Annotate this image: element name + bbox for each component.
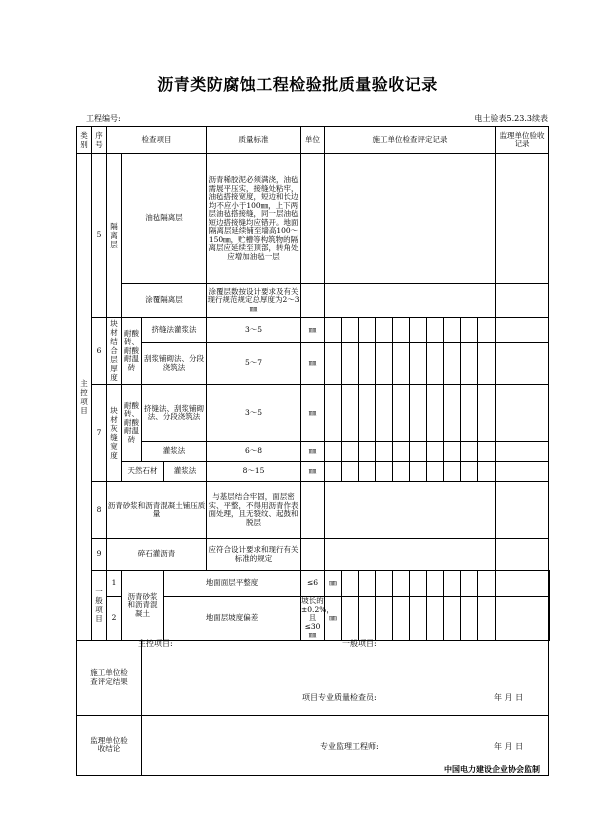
general-items-result-label: 一般项目: bbox=[342, 639, 377, 648]
row-construction-result bbox=[77, 640, 550, 715]
seq-7: 7 bbox=[92, 385, 107, 482]
row-8 bbox=[77, 482, 550, 539]
item-gravel-asphalt: 碎石灌沥青 bbox=[107, 539, 207, 571]
supervision-cell[interactable] bbox=[549, 571, 550, 597]
item-slope-deviation: 地面层坡度偏差 bbox=[164, 597, 301, 641]
check-cell[interactable] bbox=[444, 597, 461, 641]
check-cell[interactable] bbox=[427, 385, 444, 442]
unit-cell bbox=[301, 284, 325, 318]
check-cell[interactable] bbox=[342, 571, 359, 597]
supervision-cell[interactable] bbox=[496, 442, 549, 462]
check-cell[interactable] bbox=[427, 442, 444, 462]
seq-9: 9 bbox=[92, 539, 107, 571]
unit-cell bbox=[301, 539, 325, 571]
item-coated-isolation: 涂覆隔离层 bbox=[122, 284, 207, 318]
check-cell[interactable] bbox=[342, 442, 359, 462]
check-cell[interactable] bbox=[478, 597, 496, 641]
check-cell[interactable] bbox=[376, 462, 393, 482]
std-value: 3～5 bbox=[207, 385, 301, 442]
header-supervision-record: 监理单位验收记录 bbox=[496, 127, 549, 154]
supervision-cell[interactable] bbox=[496, 539, 549, 571]
unit-mm: ㎜ bbox=[301, 343, 325, 385]
row-6-a bbox=[77, 318, 550, 343]
material-acid-brick: 耐酸砖、耐酸耐温砖 bbox=[122, 318, 142, 385]
header-standard: 质量标准 bbox=[207, 127, 301, 154]
supervision-cell[interactable] bbox=[496, 284, 549, 318]
check-cell[interactable] bbox=[359, 318, 376, 343]
check-cell[interactable] bbox=[478, 343, 496, 385]
check-cell[interactable] bbox=[410, 442, 427, 462]
check-cell[interactable] bbox=[427, 571, 444, 597]
unit-mm: ㎜ bbox=[301, 442, 325, 462]
check-cell[interactable] bbox=[359, 571, 376, 597]
check-cell[interactable] bbox=[427, 597, 444, 641]
footer-issuer: 中国电力建设企业协会监制 bbox=[444, 764, 540, 774]
unit-mm: ㎜ bbox=[301, 385, 325, 442]
check-cell[interactable] bbox=[410, 385, 427, 442]
supervision-cell[interactable] bbox=[496, 385, 549, 442]
supervision-conclusion-label: 监理单位验收结论 bbox=[77, 715, 142, 775]
check-cell[interactable] bbox=[410, 462, 427, 482]
check-cell[interactable] bbox=[359, 385, 376, 442]
supervision-cell[interactable] bbox=[549, 597, 550, 641]
check-cell[interactable] bbox=[359, 442, 376, 462]
check-cell[interactable] bbox=[393, 442, 410, 462]
general-items-label: 一般项目 bbox=[92, 571, 107, 641]
check-cell[interactable] bbox=[496, 597, 549, 641]
check-cell[interactable] bbox=[444, 385, 461, 442]
header-category: 类别 bbox=[77, 127, 92, 154]
check-cell[interactable] bbox=[325, 385, 342, 442]
seq-5: 5 bbox=[92, 154, 107, 318]
check-cell[interactable] bbox=[376, 385, 393, 442]
method-squeeze-scrape-segment: 挤缝法、刮浆铺砌法、分段浇筑法 bbox=[142, 385, 207, 442]
seq-g2: 2 bbox=[107, 597, 122, 641]
check-cell[interactable] bbox=[393, 462, 410, 482]
construction-result-label: 施工单位检查评定结果 bbox=[77, 640, 142, 715]
header-seq: 序号 bbox=[92, 127, 107, 154]
check-cell[interactable] bbox=[342, 385, 359, 442]
row-5-coated bbox=[77, 284, 550, 318]
group-bond-thickness: 块材结合层厚度 bbox=[107, 318, 122, 385]
check-cell[interactable] bbox=[325, 462, 342, 482]
std-coated-isolation: 涂覆层数按设计要求及有关现行规范规定总厚度为2～3㎜ bbox=[207, 284, 301, 318]
supervision-date: 年 月 日 bbox=[494, 742, 524, 751]
method-scrape-segment: 刮浆铺砌法、分段浇筑法 bbox=[142, 343, 207, 385]
std-asphalt-mortar-quality: 与基层结合牢固，面层密实、平整，不得用沥青作表面处理，且无裂纹、起鼓和脱层 bbox=[207, 482, 301, 539]
check-cell[interactable] bbox=[410, 597, 427, 641]
check-cell[interactable] bbox=[359, 597, 376, 641]
check-cell[interactable] bbox=[359, 343, 376, 385]
supervision-cell[interactable] bbox=[496, 343, 549, 385]
group-asphalt-mortar-concrete: 沥青砂浆和沥青混凝土 bbox=[122, 571, 164, 641]
std-felt-isolation: 沥青稀胶泥必须满浇，油毡需展平压实，接缝处粘牢，油毡搭接宽度，短边和长边均不应小于100㎜，上下两层油毡搭接缝，同一层油毡短边搭接缝均应错开。地面隔离层延续铺至墙高100～150㎜，贮槽等构筑物的隔离层应延续至顶部，转角处应增加油毡一层 bbox=[207, 154, 301, 284]
check-cell[interactable] bbox=[444, 318, 461, 343]
std-gravel-asphalt: 应符合设计要求和现行有关标准的规定 bbox=[207, 539, 301, 571]
std-flatness: ≤6 bbox=[301, 571, 325, 597]
check-cell[interactable] bbox=[393, 385, 410, 442]
unit-mm: ㎜ bbox=[301, 462, 325, 482]
check-cell[interactable] bbox=[376, 597, 393, 641]
header-row bbox=[77, 127, 550, 154]
header-item: 检查项目 bbox=[107, 127, 207, 154]
unit-mm: ㎜ bbox=[301, 318, 325, 343]
check-cell[interactable] bbox=[444, 462, 461, 482]
project-no-label: 工程编号: bbox=[86, 114, 121, 123]
check-cell[interactable] bbox=[478, 442, 496, 462]
method-grout: 灌浆法 bbox=[164, 462, 207, 482]
material-acid-brick: 耐酸砖、耐酸耐温砖 bbox=[122, 385, 142, 462]
check-cell[interactable] bbox=[325, 318, 342, 343]
check-cell[interactable] bbox=[461, 318, 478, 343]
header-unit: 单位 bbox=[301, 127, 325, 154]
check-cell[interactable] bbox=[410, 343, 427, 385]
form-code: 电土验表5.23.3续表 bbox=[474, 114, 548, 123]
group-isolation-layer: 隔离层 bbox=[107, 154, 122, 318]
supervision-cell[interactable] bbox=[496, 482, 549, 539]
header-construction-record: 施工单位检查评定记录 bbox=[325, 127, 496, 154]
row-general-1 bbox=[77, 571, 550, 597]
row-7-c bbox=[77, 462, 550, 482]
check-cell[interactable] bbox=[376, 318, 393, 343]
construction-date: 年 月 日 bbox=[494, 693, 524, 702]
unit-cell bbox=[301, 482, 325, 539]
supervision-cell[interactable] bbox=[496, 462, 549, 482]
std-slope: 坡长的±0.2%，且≤30㎜ bbox=[301, 596, 334, 639]
unit-cell bbox=[301, 154, 325, 284]
seq-8: 8 bbox=[92, 482, 107, 539]
check-cell[interactable] bbox=[342, 318, 359, 343]
check-cell[interactable] bbox=[461, 597, 478, 641]
check-cell[interactable] bbox=[461, 385, 478, 442]
quality-inspector-label: 项目专业质量检查员: bbox=[302, 693, 377, 702]
check-cell[interactable] bbox=[342, 597, 359, 641]
unit-mm: ㎜ bbox=[325, 571, 342, 597]
check-cell[interactable] bbox=[427, 462, 444, 482]
check-cell[interactable] bbox=[376, 442, 393, 462]
check-cell[interactable] bbox=[444, 571, 461, 597]
check-cell[interactable] bbox=[393, 343, 410, 385]
check-cell[interactable] bbox=[478, 318, 496, 343]
group-joint-width: 块材灰缝宽度 bbox=[107, 385, 122, 482]
row-7-b bbox=[77, 442, 550, 462]
check-cell[interactable] bbox=[478, 385, 496, 442]
record-cell[interactable] bbox=[325, 539, 496, 571]
row-7-a bbox=[77, 385, 550, 442]
check-cell[interactable] bbox=[496, 571, 549, 597]
check-cell[interactable] bbox=[427, 343, 444, 385]
row-6-b bbox=[77, 343, 550, 385]
check-cell[interactable] bbox=[444, 442, 461, 462]
construction-result-body[interactable] bbox=[142, 640, 549, 715]
std-value: 8～15 bbox=[207, 462, 301, 482]
supervision-cell[interactable] bbox=[496, 318, 549, 343]
record-cell[interactable] bbox=[325, 154, 496, 284]
check-cell[interactable] bbox=[461, 571, 478, 597]
check-cell[interactable] bbox=[478, 462, 496, 482]
material-natural-stone: 天然石材 bbox=[122, 462, 164, 482]
std-value: 5～7 bbox=[207, 343, 301, 385]
std-value: 6～8 bbox=[207, 442, 301, 462]
row-9 bbox=[77, 539, 550, 571]
check-cell[interactable] bbox=[461, 442, 478, 462]
seq-g1: 1 bbox=[107, 571, 122, 597]
check-cell[interactable] bbox=[393, 597, 410, 641]
check-cell[interactable] bbox=[376, 571, 393, 597]
seq-6: 6 bbox=[92, 318, 107, 385]
check-cell[interactable] bbox=[325, 442, 342, 462]
record-cell[interactable] bbox=[325, 482, 496, 539]
supervision-engineer-label: 专业监理工程师: bbox=[320, 742, 379, 751]
method-grout: 灌浆法 bbox=[142, 442, 207, 462]
check-cell[interactable] bbox=[359, 462, 376, 482]
check-cell[interactable] bbox=[427, 318, 444, 343]
item-felt-isolation: 油毡隔离层 bbox=[122, 154, 207, 284]
main-control-result-label: 主控项目: bbox=[138, 639, 173, 648]
check-cell[interactable] bbox=[444, 343, 461, 385]
check-cell[interactable] bbox=[325, 343, 342, 385]
check-cell[interactable] bbox=[342, 343, 359, 385]
check-cell[interactable] bbox=[342, 462, 359, 482]
std-value: 3～5 bbox=[207, 318, 301, 343]
check-cell[interactable] bbox=[461, 462, 478, 482]
unit-mm: ㎜ bbox=[325, 597, 342, 641]
inspection-table bbox=[76, 126, 550, 776]
main-control-label: 主控项目 bbox=[77, 154, 92, 641]
check-cell[interactable] bbox=[393, 318, 410, 343]
check-cell[interactable] bbox=[461, 343, 478, 385]
item-floor-flatness: 地面面层平整度 bbox=[164, 571, 301, 597]
supervision-cell[interactable] bbox=[496, 154, 549, 284]
row-5-felt bbox=[77, 154, 550, 284]
record-cell[interactable] bbox=[325, 284, 496, 318]
check-cell[interactable] bbox=[393, 571, 410, 597]
check-cell[interactable] bbox=[478, 571, 496, 597]
method-squeeze-grout: 挤缝法灌浆法 bbox=[142, 318, 207, 343]
check-cell[interactable] bbox=[410, 571, 427, 597]
check-cell[interactable] bbox=[376, 343, 393, 385]
check-cell[interactable] bbox=[410, 318, 427, 343]
form-title: 沥青类防腐蚀工程检验批质量验收记录 bbox=[157, 75, 438, 94]
item-asphalt-mortar-quality: 沥青砂浆和沥青混凝土铺压质量 bbox=[107, 482, 207, 539]
